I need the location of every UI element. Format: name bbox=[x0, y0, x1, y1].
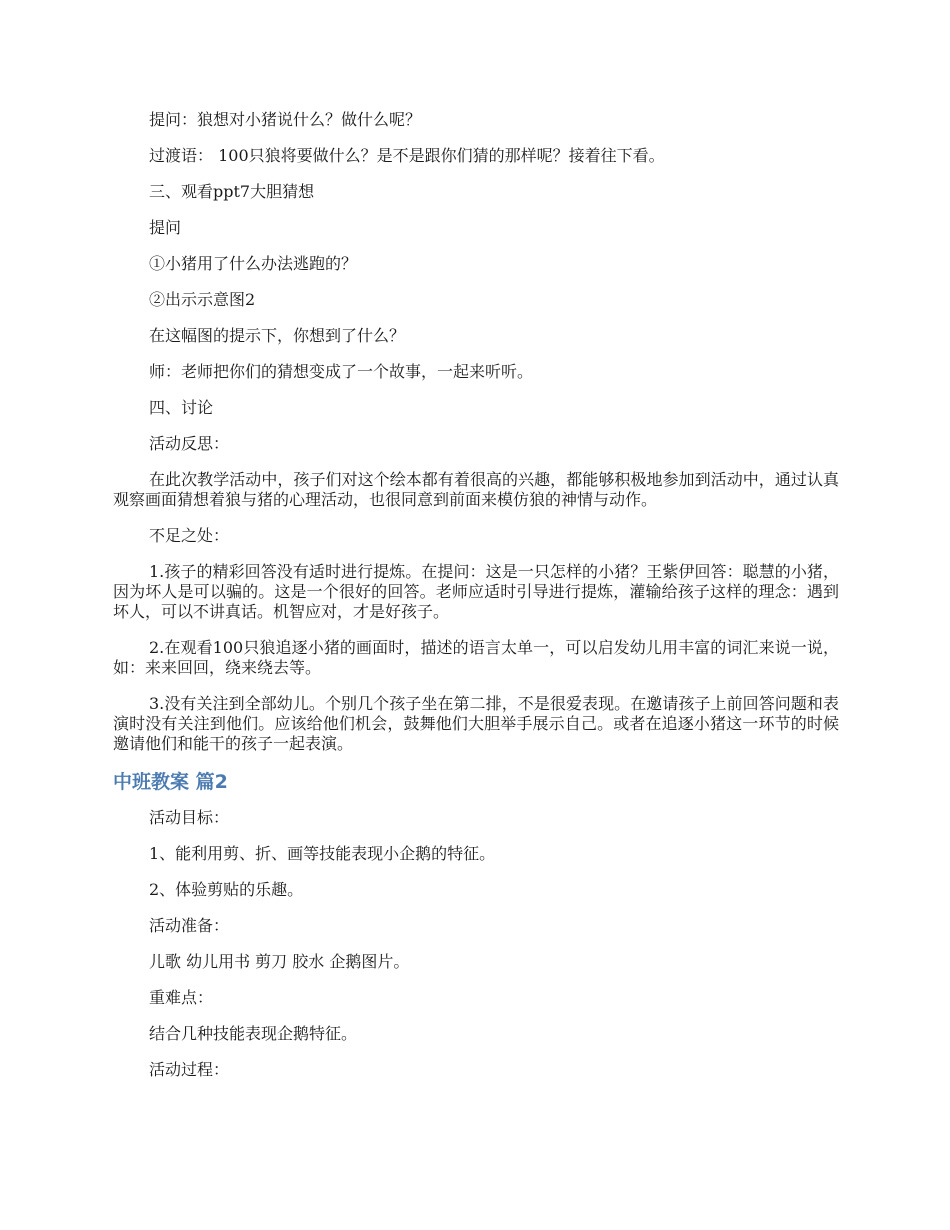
paragraph: 儿歌 幼儿用书 剪刀 胶水 企鹅图片。 bbox=[149, 952, 410, 971]
paragraph: 师：老师把你们的猜想变成了一个故事，一起来听听。 bbox=[149, 362, 534, 381]
document-content bbox=[113, 110, 839, 1096]
paragraph: 过渡语： 100只狼将要做什么？是不是跟你们猜的那样呢？接着往下看。 bbox=[149, 146, 665, 165]
paragraph: 四、讨论 bbox=[149, 398, 214, 417]
paragraph: 活动准备： bbox=[149, 916, 230, 935]
paragraph: 提问：狼想对小猪说什么？做什么呢？ bbox=[149, 110, 422, 129]
paragraph: 提问 bbox=[149, 218, 182, 237]
paragraph: 在这幅图的提示下，你想到了什么？ bbox=[149, 326, 406, 345]
shortcoming-1: 1.孩子的精彩回答没有适时进行提炼。在提问：这是一只怎样的小猪？王紫伊回答：聪慧的小猪，因为坏人是可以骗的。这是一个很好的回答。老师应适时引导进行提炼，灌输给孩子这样的理念：遇到坏人，可以不讲真话。机智应对，才是好孩子。 bbox=[113, 562, 839, 621]
paragraph: ①小猪用了什么办法逃跑的？ bbox=[149, 254, 358, 273]
section-heading: 中班教案 篇2 bbox=[113, 771, 228, 793]
shortcoming-2: 2.在观看100只狼追逐小猪的画面时，描述的语言太单一，可以启发幼儿用丰富的词汇来说一说，如：来来回回，绕来绕去等。 bbox=[113, 638, 839, 677]
paragraph: 活动目标： bbox=[149, 808, 230, 827]
paragraph: 1、能利用剪、折、画等技能表现小企鹅的特征。 bbox=[149, 844, 496, 863]
reflection-paragraph: 在此次教学活动中，孩子们对这个绘本都有着很高的兴趣，都能够积极地参加到活动中，通过认真观察画面猜想着狼与猪的心理活动，也很同意到前面来模仿狼的神情与动作。 bbox=[113, 470, 839, 509]
shortcoming-3: 3.没有关注到全部幼儿。个别几个孩子坐在第二排，不是很爱表现。在邀请孩子上前回答问题和表演时没有关注到他们。应该给他们机会，鼓舞他们大胆举手展示自己。或者在追逐小猪这一环节的时候邀请他们和能干的孩子一起表演。 bbox=[113, 694, 839, 753]
paragraph: 不足之处： bbox=[149, 526, 230, 545]
paragraph: 重难点： bbox=[149, 988, 214, 1007]
paragraph: ②出示示意图2 bbox=[149, 290, 256, 309]
paragraph: 结合几种技能表现企鹅特征。 bbox=[149, 1024, 358, 1043]
paragraph: 三、观看ppt7大胆猜想 bbox=[149, 182, 315, 201]
paragraph: 活动过程： bbox=[149, 1060, 230, 1079]
paragraph: 活动反思： bbox=[149, 434, 230, 453]
paragraph: 2、体验剪贴的乐趣。 bbox=[149, 880, 304, 899]
